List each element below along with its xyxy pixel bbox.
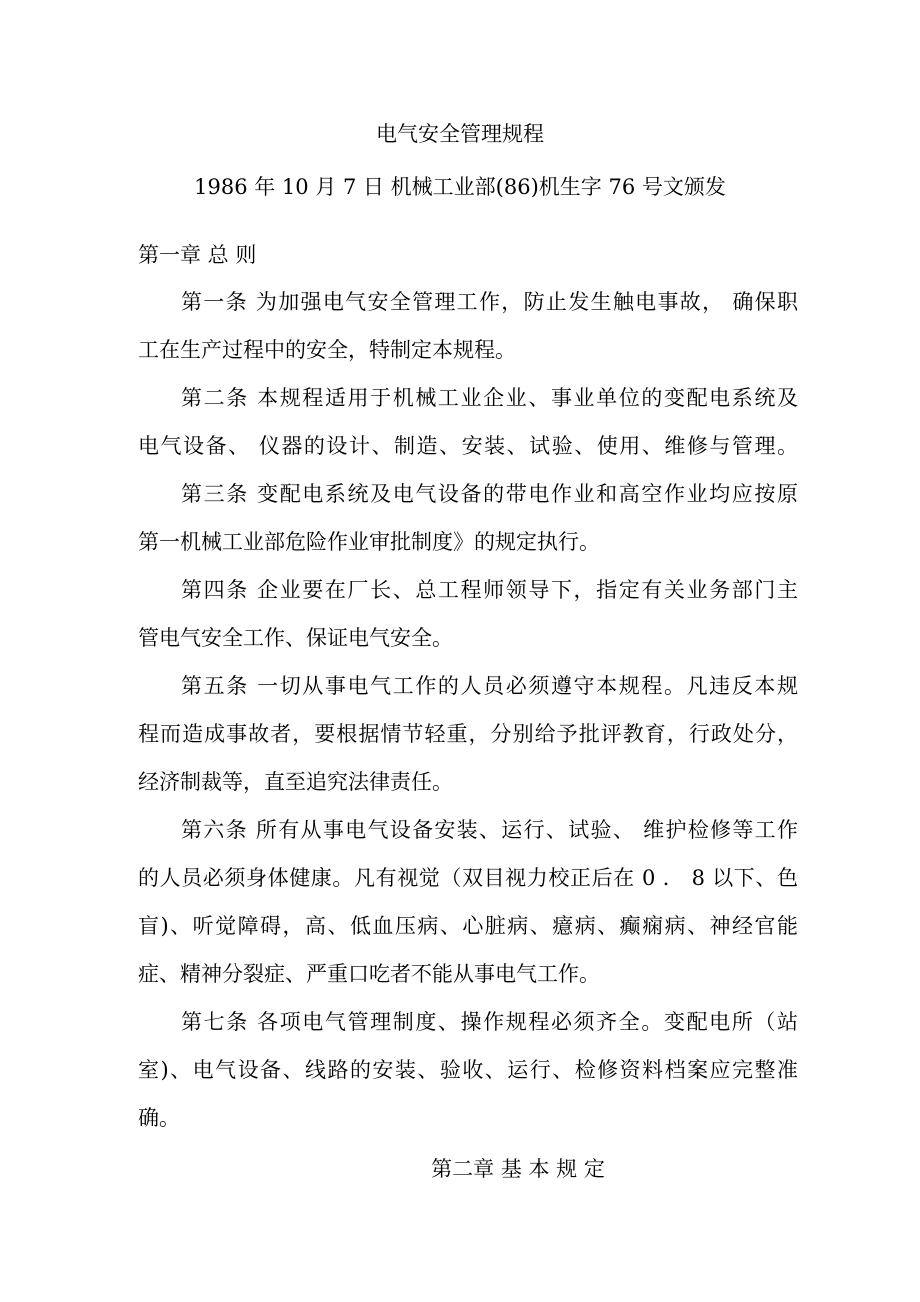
paragraph-line: 症、精神分裂症、严重口吃者不能从事电气工作。 (138, 962, 600, 986)
paragraph-line: 程而造成事故者，要根据情节轻重，分别给予批评教育，行政处分， (138, 722, 798, 746)
paragraph-line: 管电气安全工作、保证电气安全。 (138, 626, 453, 650)
paragraph-line: 室)、电气设备、线路的安装、验收、运行、检修资料档案应完整准 (138, 1058, 798, 1082)
paragraph-line: 确。 (138, 1106, 180, 1130)
document-title: 电气安全管理规程 (376, 122, 544, 146)
paragraph-line: 盲)、听觉障碍，高、低血压病、心脏病、癔病、癫痫病、神经官能 (138, 914, 798, 938)
paragraph-line: 工在生产过程中的安全，特制定本规程。 (138, 338, 516, 362)
paragraph-line: 第六条 所有从事电气设备安装、运行、试验、 维护检修等工作 (181, 818, 798, 842)
document-subtitle: 1986 年 10 月 7 日 机械工业部(86)机生字 76 号文颁发 (194, 175, 726, 199)
chapter-heading: 第二章 基 本 规 定 (431, 1157, 605, 1181)
chapter-heading: 第一章 总 则 (138, 243, 257, 267)
paragraph-line: 第二条 本规程适用于机械工业企业、事业单位的变配电系统及 (181, 386, 798, 410)
paragraph-line: 第三条 变配电系统及电气设备的带电作业和高空作业均应按原 (181, 482, 798, 506)
paragraph-line: 第一条 为加强电气安全管理工作，防止发生触电事故， 确保职 (181, 290, 798, 314)
paragraph-line: 第五条 一切从事电气工作的人员必须遵守本规程。凡违反本规 (181, 674, 798, 698)
paragraph-line: 经济制裁等，直至追究法律责任。 (138, 770, 453, 794)
paragraph-line: 的人员必须身体健康。凡有视觉（双目视力校正后在 0 ． 8 以下、色 (138, 866, 798, 890)
paragraph-line: 第一机械工业部危险作业审批制度》的规定执行。 (138, 530, 600, 554)
paragraph-line: 第七条 各项电气管理制度、操作规程必须齐全。变配电所（站 (181, 1010, 798, 1034)
paragraph-line: 电气设备、 仪器的设计、制造、安装、试验、使用、维修与管理。 (138, 434, 798, 458)
paragraph-line: 第四条 企业要在厂长、总工程师领导下，指定有关业务部门主 (181, 578, 798, 602)
